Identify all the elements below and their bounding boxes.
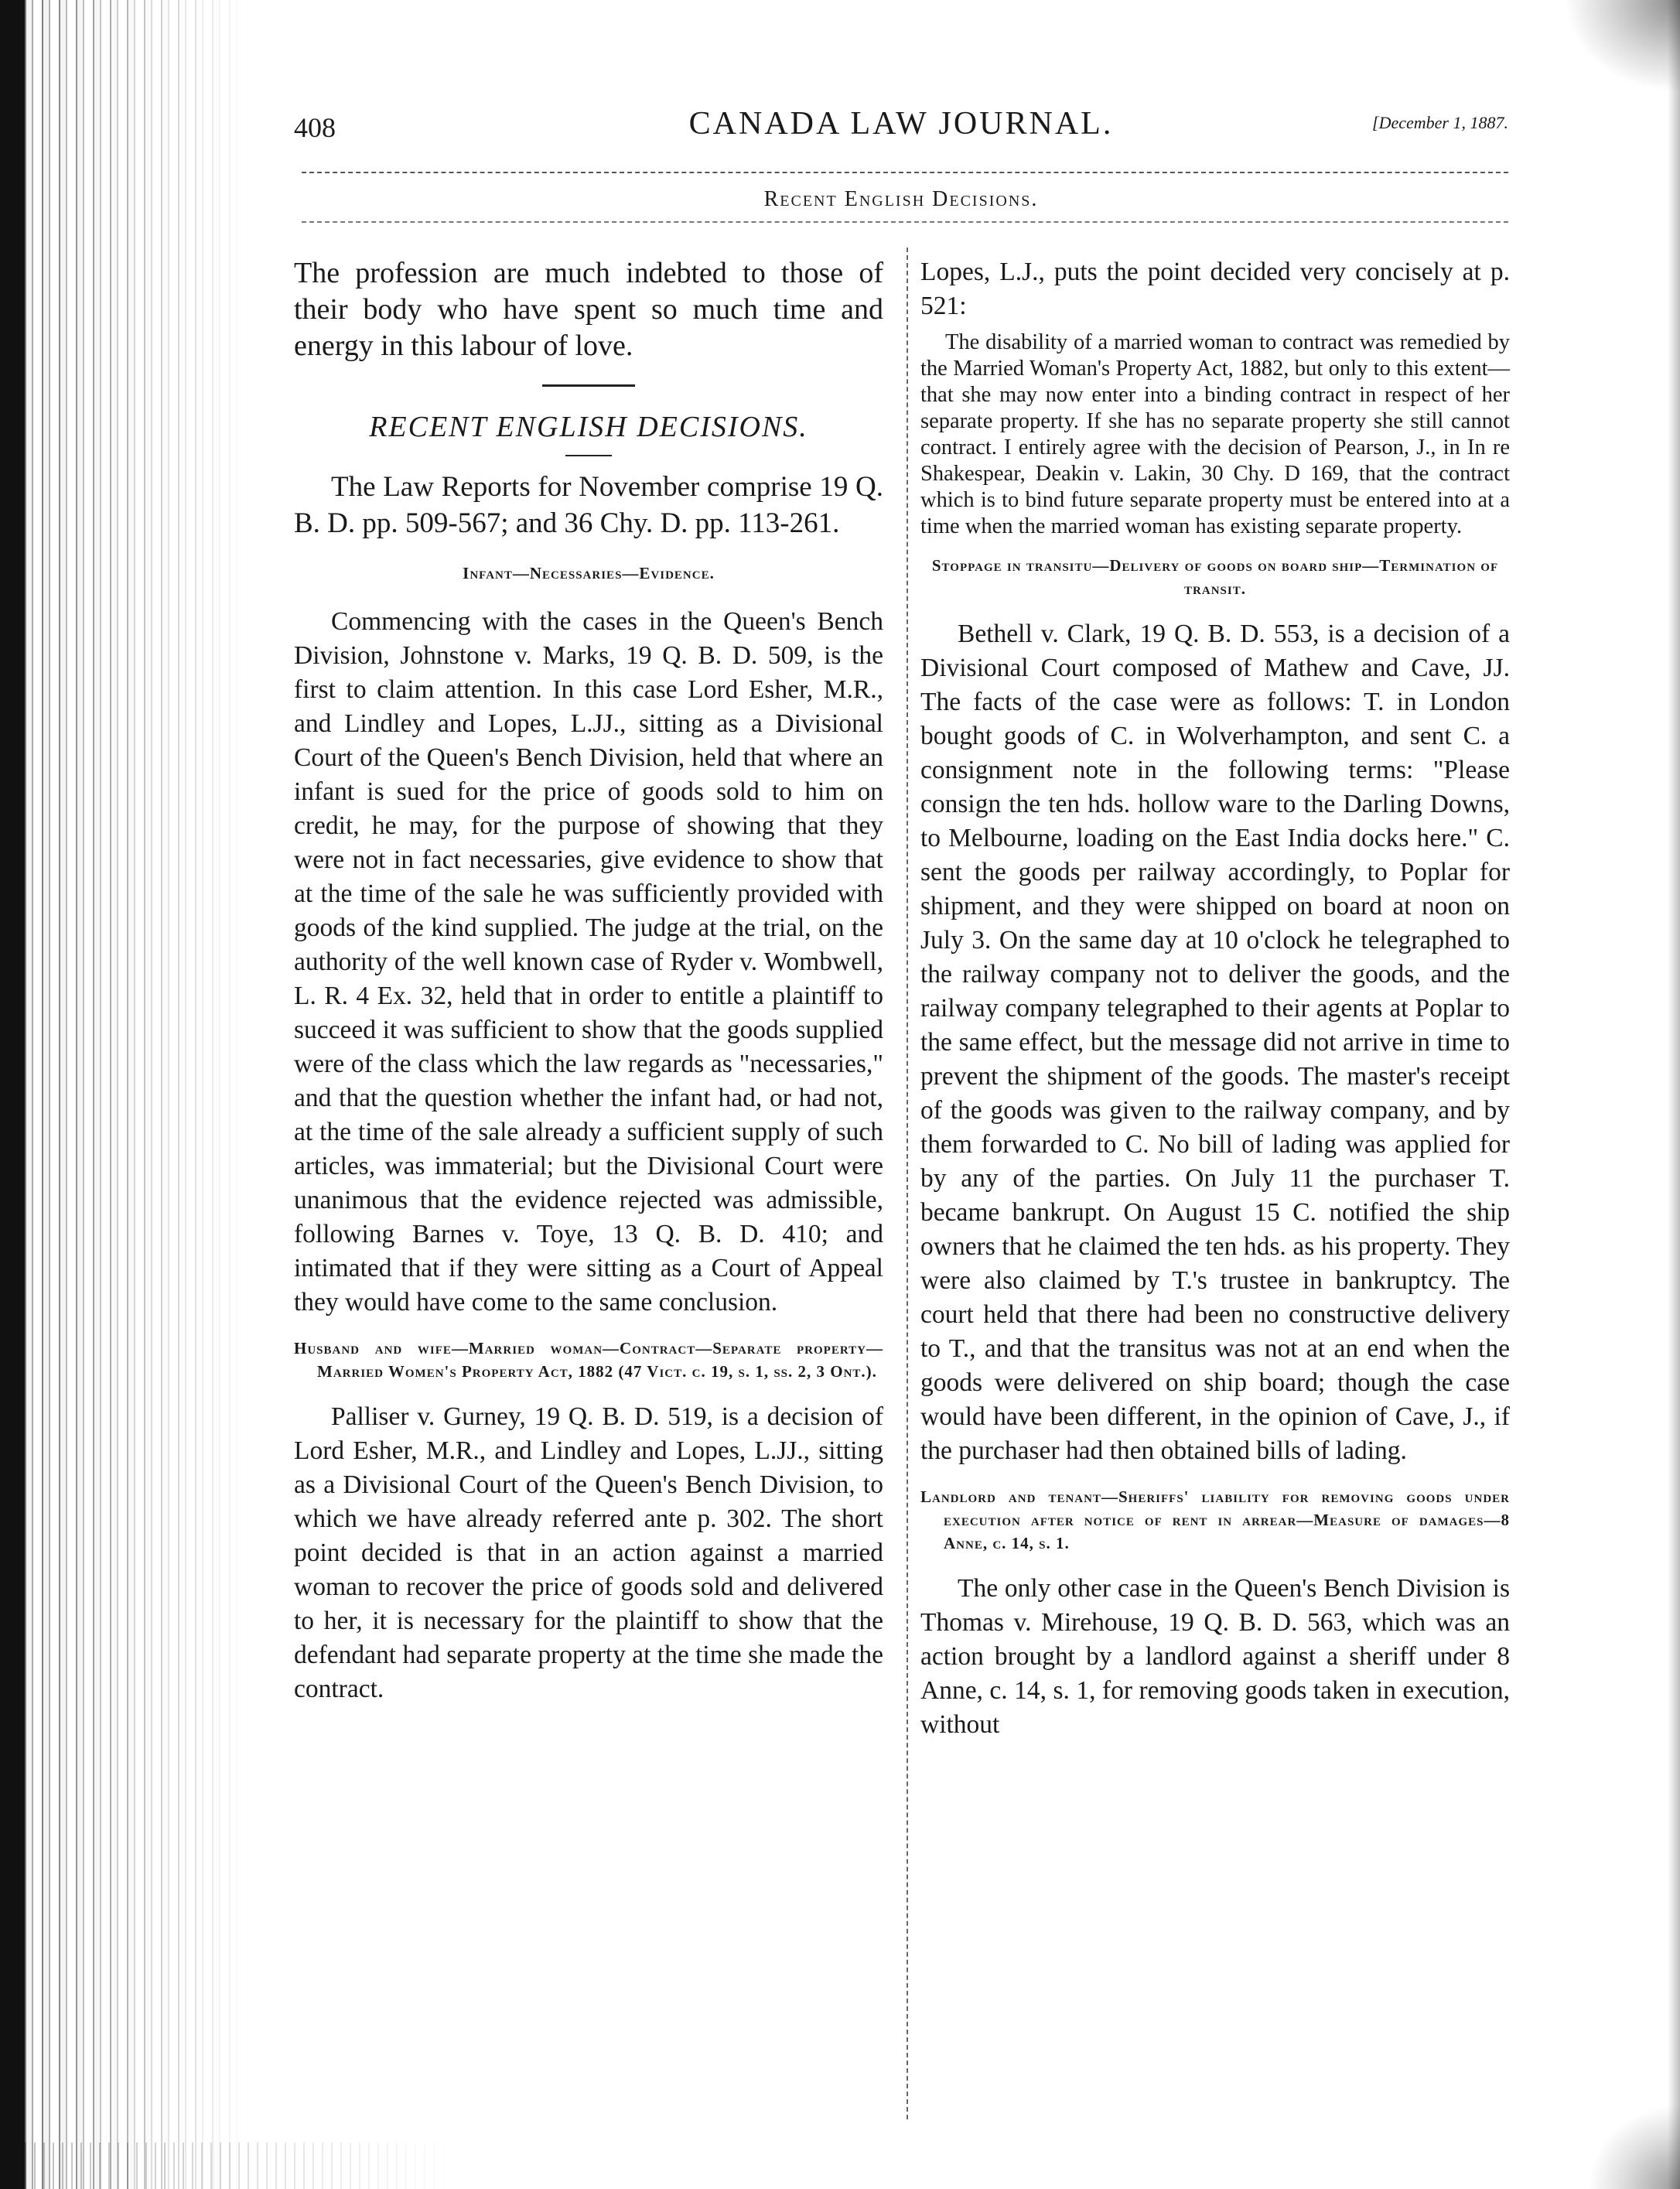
law-reports-paragraph: The Law Reports for November comprise 19 Q. B. D. pp. 509-567; and 36 Chy. D. pp. 113-261.: [294, 471, 883, 539]
journal-title: CANADA LAW JOURNAL.: [688, 106, 1114, 142]
case-heading-stoppage: Stoppage in transitu—Delivery of goods on board ship—Termination of transit.: [931, 556, 1499, 598]
case-heading-husband-wife: Husband and wife—Married woman—Contract—Separate property—Married Women's Property Act, 1882 (47 Vict. c. 19, s. 1, ss. 2, 3 Ont.).: [294, 1339, 883, 1381]
title-underline: [565, 455, 612, 456]
scan-bottom-grain: [25, 2143, 458, 2189]
running-section-title: Recent English Decisions.: [763, 187, 1039, 211]
paragraph-lopes: Lopes, L.J., puts the point decided very concisely at p. 521:: [920, 258, 1510, 320]
header-rule-bottom: [302, 221, 1508, 223]
running-head: [294, 101, 1508, 155]
scan-corner-top-right: [1564, 0, 1680, 93]
column-divider: [907, 248, 908, 2119]
section-title: RECENT ENGLISH DECISIONS.: [369, 411, 808, 443]
paragraph-infant-necessaries: Commencing with the cases in the Queen's Bench Division, Johnstone v. Marks, 19 Q. B. D. 509, is the first to claim attention. In this case Lord Esher, M.R., and Lindley and Lopes, L.JJ., sitting as a Divisional Court of the Queen's Bench Division, held that where an infant is sued for the price of goods sold to him on credit, he may, for the purpose of showing that they were not in fact necessaries, give evidence to show that at the time of the sale he was sufficiently provided with goods of the kind supplied. The judge at the trial, on the authority of the well known case of Ryder v. Wombwell, L. R. 4 Ex. 32, held that in order to entitle a plaintiff to succeed it was sufficient to show that the goods supplied were of the class which the law regards as "necessaries," and that the question whether the infant had, or had not, at the time of the sale already a sufficient supply of such articles, was immaterial; but the Divisional Court were unanimous that the evidence rejected was admissible, following Barnes v. Toye, 13 Q. B. D. 410; and intimated that if they were sitting as a Court of Appeal they would have come to the same conclusion.: [294, 607, 883, 1316]
left-column: [294, 255, 883, 1706]
case-heading-landlord-tenant: Landlord and tenant—Sheriffs' liability for removing goods under execution after notice of rent in arrear—Measure of damages—8 Anne, c. 14, s. 1.: [920, 1487, 1510, 1552]
paragraph-bethell-v-clark: Bethell v. Clark, 19 Q. B. D. 553, is a decision of a Divisional Court composed of Mathew and Cave, JJ. The facts of the case were as follows: T. in London bought goods of C. in Wolverhampton, and sent C. a consignment note in the following terms: "Please consign the ten hds. hollow ware to the Darling Downs, to Melbourne, loading on the East India docks here." C. sent the goods per railway accordingly, to Poplar for shipment, and they were shipped on board at noon on July 3. On the same day at 10 o'clock he telegraphed to the railway company not to deliver the goods, and the railway company telegraphed to their agents at Poplar to the same effect, but the message did not arrive in time to prevent the shipment of the goods. The master's receipt of the goods was given to the railway company, and by them forwarded to C. No bill of lading was applied for by any of the parties. On July 11 the purchaser T. became bankrupt. On August 15 C. notified the ship owners that he claimed the ten hds. as his property. They were also claimed by T.'s trustee in bankruptcy. The court held that there had been no constructive delivery to T., and that the transitus was not at an end when the goods were delivered on ship board; though the case would have been different, in the opinion of Cave, J., if the purchaser had then obtained bills of lading.: [920, 620, 1510, 1465]
paragraph-thomas-v-mirehouse: The only other case in the Queen's Bench Division is Thomas v. Mirehouse, 19 Q. B. D. 563, which was an action brought by a landlord against a sheriff under 8 Anne, c. 14, s. 1, for removing goods taken in execution, without: [920, 1574, 1510, 1739]
issue-date: [December 1, 1887.: [1372, 113, 1508, 132]
header-rule-top: [302, 172, 1508, 173]
scan-corner-bottom-right: [1587, 2104, 1680, 2189]
section-separator: [542, 384, 635, 387]
page-number: 408: [294, 112, 336, 143]
scan-edge-left: [0, 0, 25, 2189]
paragraph-palliser-v-gurney: Palliser v. Gurney, 19 Q. B. D. 519, is a decision of Lord Esher, M.R., and Lindley and Lopes, L.JJ., sitting as a Divisional Court of the Queen's Bench Division, to which we have already referred ante p. 302. The short point decided is that in an action against a married woman to recover the price of goods sold and delivered to her, it is necessary for the plaintiff to show that the defendant had separate property at the time she made the contract.: [294, 1402, 883, 1703]
case-heading-infant: Infant—Necessaries—Evidence.: [463, 564, 715, 582]
intro-paragraph: The profession are much indebted to those of their body who have spent so much time and energy in this labour of love.: [294, 257, 883, 362]
quoted-judgment: The disability of a married woman to contract was remedied by the Married Woman's Property Act, 1882, but only to this extent—that she may now enter into a binding contract in respect of her separate property. If she has no separate property she still cannot contract. I entirely agree with the decision of Pearson, J., in In re Shakespear, Deakin v. Lakin, 30 Chy. D 169, that the contract which is to bind future separate property must be entered into at a time when the married woman has existing separate property.: [920, 330, 1510, 538]
right-column: [920, 255, 1510, 1742]
scan-edge-grain: [25, 0, 249, 2189]
scan-edge-right: [1668, 0, 1680, 2189]
